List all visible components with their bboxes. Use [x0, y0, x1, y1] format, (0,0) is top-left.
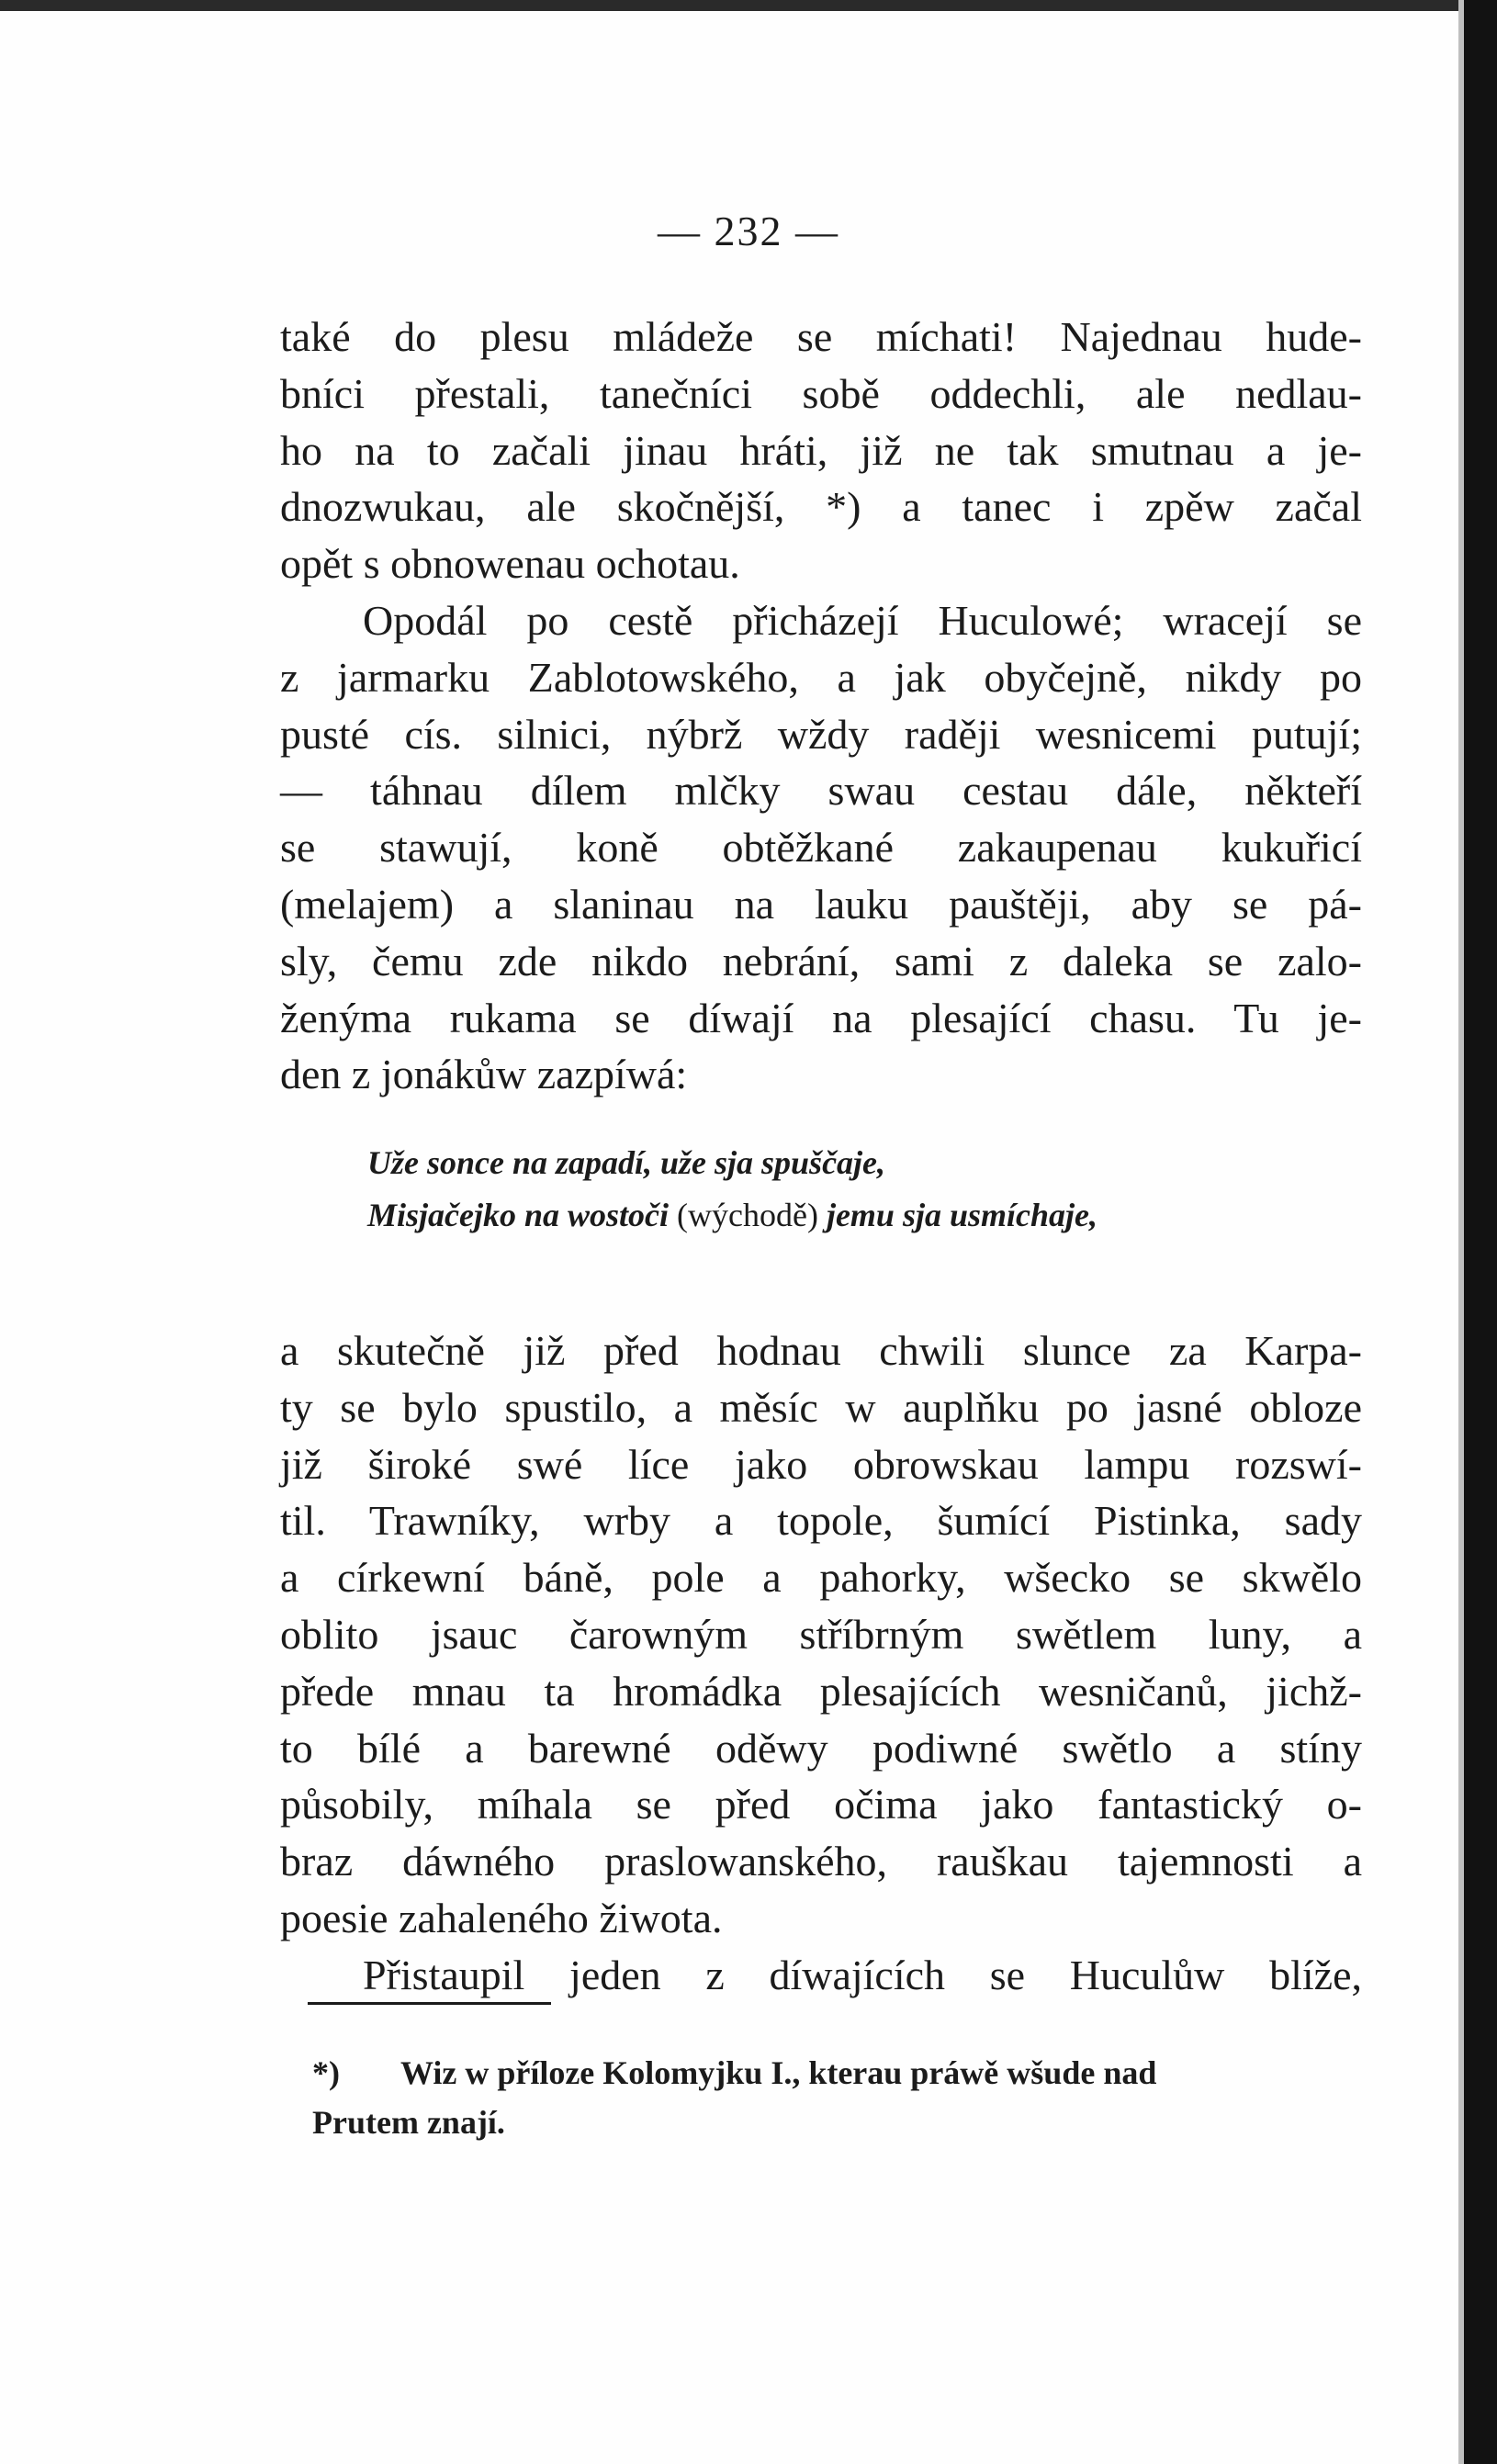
footnote-line-2: Prutem znají. [312, 2104, 505, 2141]
text-line: — táhnau dílem mlčky swau cestau dále, někteří [280, 767, 1362, 815]
footnote-line-1 [312, 2048, 1387, 2098]
text-line: sly, čemu zde nikdo nebrání, sami z daleka se zalo- [280, 937, 1362, 984]
text-line: dnozwukau, ale skočnější, *) a tanec i zpěw začal [280, 483, 1362, 531]
text-line: opět s obnowenau ochotau. [280, 540, 740, 588]
scan-edge-top [0, 0, 1497, 11]
verse-gloss: (wýchodě) [677, 1197, 818, 1233]
text-line: bníci přestali, tanečníci sobě oddechli, ale nedlau- [280, 369, 1362, 417]
text-line: poesie zahaleného žiwota. [280, 1894, 723, 1941]
text-line: ženýma rukama se díwají na plesající chasu. Tu je- [280, 994, 1362, 1041]
footnote [312, 2048, 1387, 2147]
text-line: den z jonákůw zazpíwá: [280, 1051, 688, 1098]
text-line: a skutečně již před hodnau chwili slunce za Karpa- [280, 1327, 1362, 1374]
text-line: (melajem) a slaninau na lauku pauštěji, aby se pá- [280, 880, 1362, 928]
text-line: Opodál po cestě přicházejí Huculowé; wracejí se [363, 596, 1362, 644]
text-line: přede mnau ta hromádka plesajících wesničanů, jichž- [280, 1667, 1362, 1715]
text-line: také do plesu mládeže se míchati! Najednau hude- [280, 313, 1362, 360]
verse-line-2-start: Misjačejko na wostoči [367, 1197, 670, 1233]
verse-line-1: Uže sonce na zapadí, uže sja spuščaje, [367, 1144, 886, 1181]
verse-line-2-end: jemu sja usmíchaje, [826, 1197, 1097, 1233]
text-line: a církewní báně, pole a pahorky, wšecko se skwělo [280, 1554, 1362, 1602]
text-line: pusté cís. silnici, nýbrž wždy raději wesnicemi putují; [280, 710, 1362, 758]
verse-line-2 [367, 1189, 1378, 1242]
text-line: již široké swé líce jako obrowskau lampu rozswí- [280, 1440, 1362, 1488]
text-line: Přistaupil jeden z díwajících se Huculůw blíže, [363, 1951, 1362, 1998]
text-line: braz dáwného praslowanského, rauškau tajemnosti a [280, 1838, 1362, 1885]
page-number: — 232 — [658, 208, 839, 254]
scan-edge-right [1464, 0, 1497, 2464]
text-line: se stawují, koně obtěžkané zakaupenau kukuřicí [280, 824, 1362, 872]
text-block-lower [280, 1322, 1362, 2004]
song-verse [367, 1137, 1378, 1242]
footnote-divider [308, 2002, 551, 2005]
text-block-upper [280, 309, 1362, 1103]
text-line: oblito jsauc čarowným stříbrným swětlem luny, a [280, 1610, 1362, 1658]
footnote-text-1: Wiz w příloze Kolomyjku I., kterau práwě wšude nad [400, 2054, 1157, 2091]
text-line: til. Trawníky, wrby a topole, šumící Pistinka, sady [280, 1497, 1362, 1545]
text-line: ty se bylo spustilo, a měsíc w auplňku po jasné obloze [280, 1383, 1362, 1431]
text-line: z jarmarku Zablotowského, a jak obyčejně, nikdy po [280, 653, 1362, 701]
footnote-mark: *) [312, 2054, 340, 2091]
text-line: ho na to začali jinau hráti, již ne tak smutnau a je- [280, 426, 1362, 474]
text-line: působily, míhala se před očima jako fantastický o- [280, 1781, 1362, 1828]
text-line: to bílé a barewné oděwy podiwné swětlo a stíny [280, 1724, 1362, 1772]
